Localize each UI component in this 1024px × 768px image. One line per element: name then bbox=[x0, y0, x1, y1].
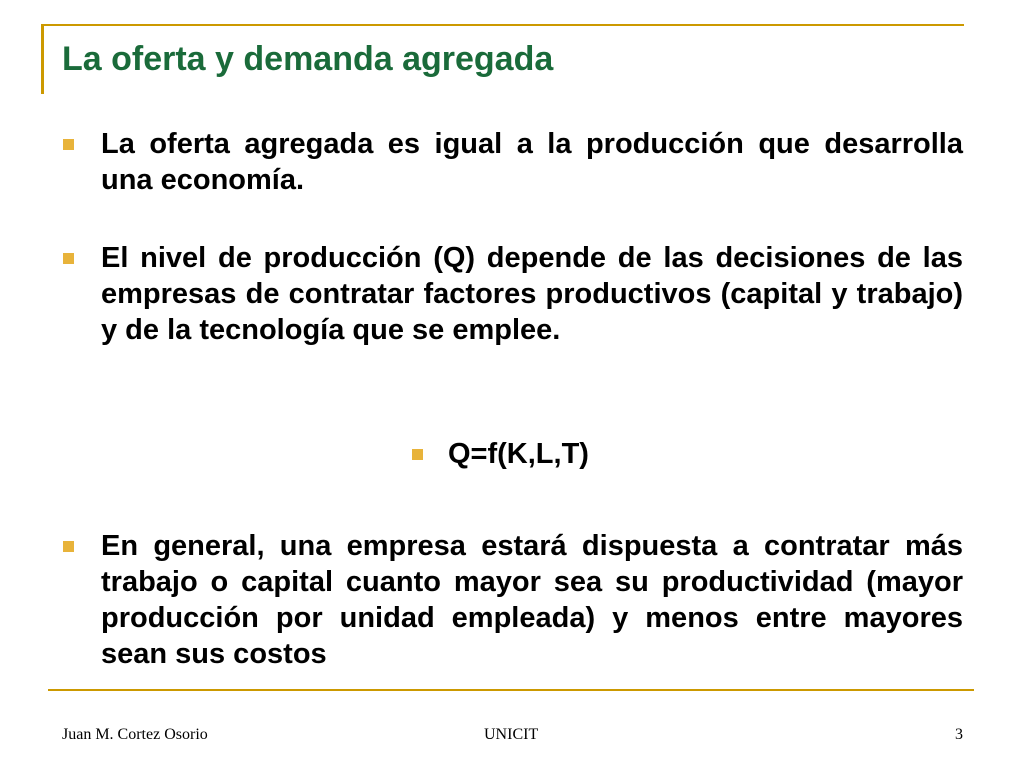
slide-title: La oferta y demanda agregada bbox=[62, 40, 554, 78]
bullet-square-icon bbox=[63, 139, 74, 150]
footer-author: Juan M. Cortez Osorio bbox=[62, 726, 208, 743]
footer-page-number: 3 bbox=[955, 726, 963, 743]
frame-left-line bbox=[41, 24, 44, 94]
footer-institution: UNICIT bbox=[484, 726, 539, 743]
bullet-square-icon bbox=[412, 449, 423, 460]
bullet-square-icon bbox=[63, 541, 74, 552]
frame-top-line bbox=[44, 24, 964, 26]
bullet-text-4: En general, una empresa estará dispuesta a contratar más trabajo o capital cuanto mayor sea su productividad (mayor producción por unidad empleada) y menos entre mayores sean sus costos bbox=[101, 530, 963, 670]
bullet-text-1: La oferta agregada es igual a la producción que desarrolla una economía. bbox=[101, 128, 963, 196]
bullet-text-2: El nivel de producción (Q) depende de las decisiones de las empresas de contratar factores productivos (capital y trabajo) y de la tecnología que se emplee. bbox=[101, 242, 963, 346]
bullet-square-icon bbox=[63, 253, 74, 264]
formula-text: Q=f(K,L,T) bbox=[448, 438, 589, 470]
frame-bottom-line bbox=[48, 689, 974, 691]
